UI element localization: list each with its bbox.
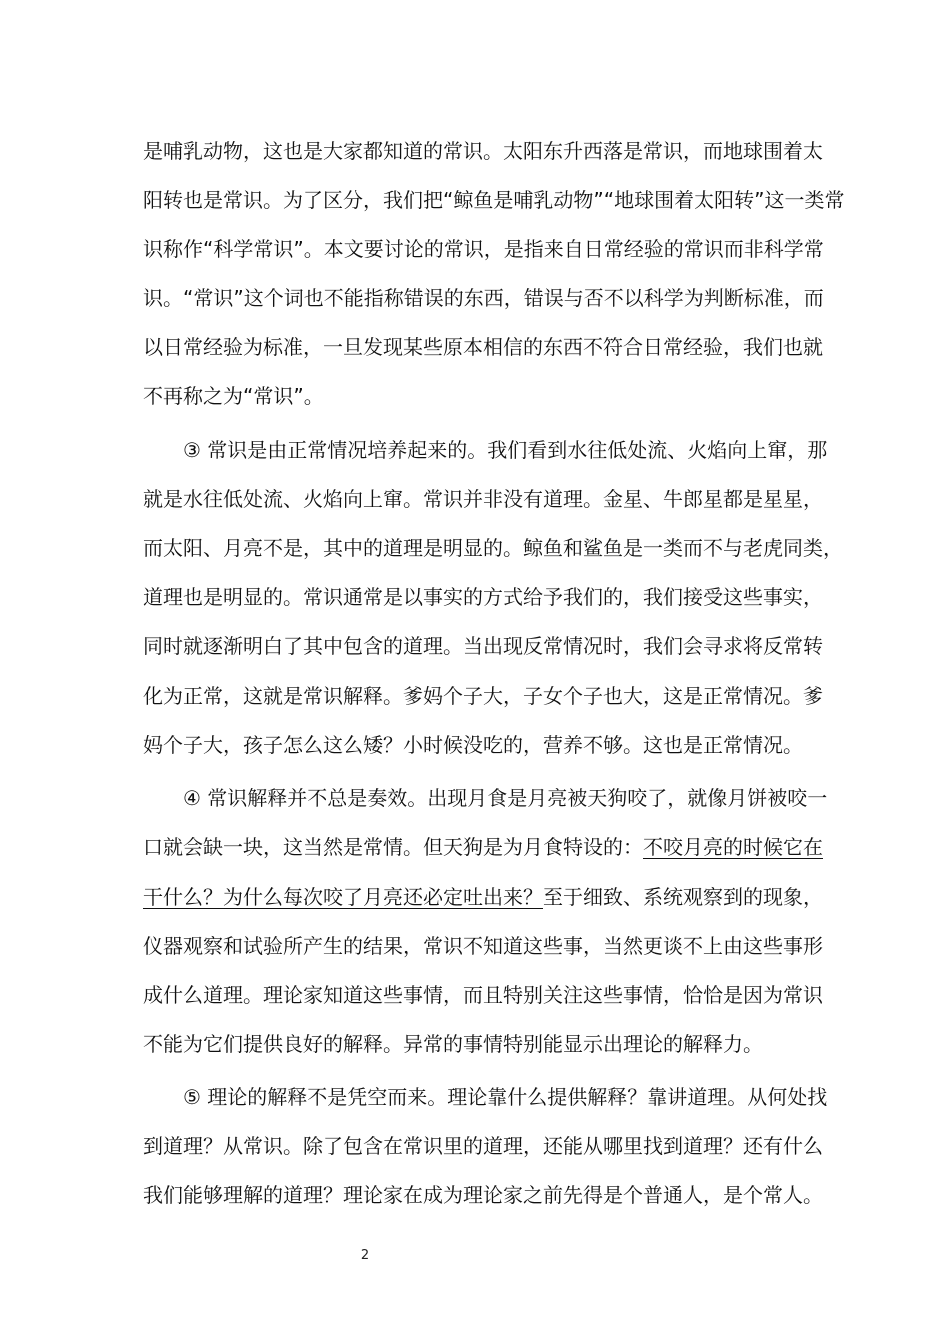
text-line: 就是水往低处流、火焰向上窜。常识并非没有道理。金星、牛郎星都是星星，: [143, 487, 823, 511]
text-line: 化为正常，这就是常识解释。爹妈个子大，子女个子也大，这是正常情况。爹: [143, 684, 823, 708]
text-line: 识称作“科学常识”。本文要讨论的常识，是指来自日常经验的常识而非科学常: [143, 237, 824, 261]
text-line: 不能为它们提供良好的解释。异常的事情特别能显示出理论的解释力。: [143, 1032, 763, 1056]
page-number: 2: [360, 1248, 370, 1263]
text-line: 同时就逐渐明白了其中包含的道理。当出现反常情况时，我们会寻求将反常转: [143, 634, 823, 658]
text-line: 到道理？从常识。除了包含在常识里的道理，还能从哪里找到道理？还有什么: [143, 1134, 823, 1158]
underlined-text: 干什么？为什么每次咬了月亮还必定吐出来？: [143, 885, 543, 909]
underlined-text: 不咬月亮的时候它在: [643, 835, 823, 859]
paragraph-5-first-line: ⑤ 理论的解释不是凭空而来。理论靠什么提供解释？靠讲道理。从何处找: [183, 1085, 828, 1109]
text-line: 仪器观察和试验所产生的结果，常识不知道这些事，当然更谈不上由这些事形: [143, 934, 823, 958]
paragraph-3-first-line: ③ 常识是由正常情况培养起来的。我们看到水往低处流、火焰向上窜，那: [183, 438, 828, 462]
text-segment: 至于细致、系统观察到的现象，: [543, 885, 823, 909]
text-line: 阳转也是常识。为了区分，我们把“鲸鱼是哺乳动物”“地球围着太阳转”这一类常: [143, 188, 845, 212]
text-line: 不再称之为“常识”。: [143, 384, 324, 408]
text-line: [143, 830, 833, 864]
text-line: 识。“常识”这个词也不能指称错误的东西，错误与否不以科学为判断标准，而: [143, 286, 824, 310]
text-line: 道理也是明显的。常识通常是以事实的方式给予我们的，我们接受这些事实，: [143, 585, 823, 609]
text-segment: 口就会缺一块，这当然是常情。但天狗是为月食特设的：: [143, 835, 643, 859]
text-line: 我们能够理解的道理？理论家在成为理论家之前先得是个普通人，是个常人。: [143, 1183, 823, 1207]
text-line: 妈个子大，孩子怎么这么矮？小时候没吃的，营养不够。这也是正常情况。: [143, 733, 803, 757]
text-line: 是哺乳动物，这也是大家都知道的常识。太阳东升西落是常识，而地球围着太: [143, 139, 823, 163]
paragraph-4-first-line: ④ 常识解释并不总是奏效。出现月食是月亮被天狗咬了，就像月饼被咬一: [183, 786, 828, 810]
text-line: 而太阳、月亮不是，其中的道理是明显的。鲸鱼和鲨鱼是一类而不与老虎同类，: [143, 536, 843, 560]
text-line: [143, 880, 833, 914]
text-line: 以日常经验为标准，一旦发现某些原本相信的东西不符合日常经验，我们也就: [143, 335, 823, 359]
text-line: 成什么道理。理论家知道这些事情，而且特别关注这些事情，恰恰是因为常识: [143, 983, 823, 1007]
